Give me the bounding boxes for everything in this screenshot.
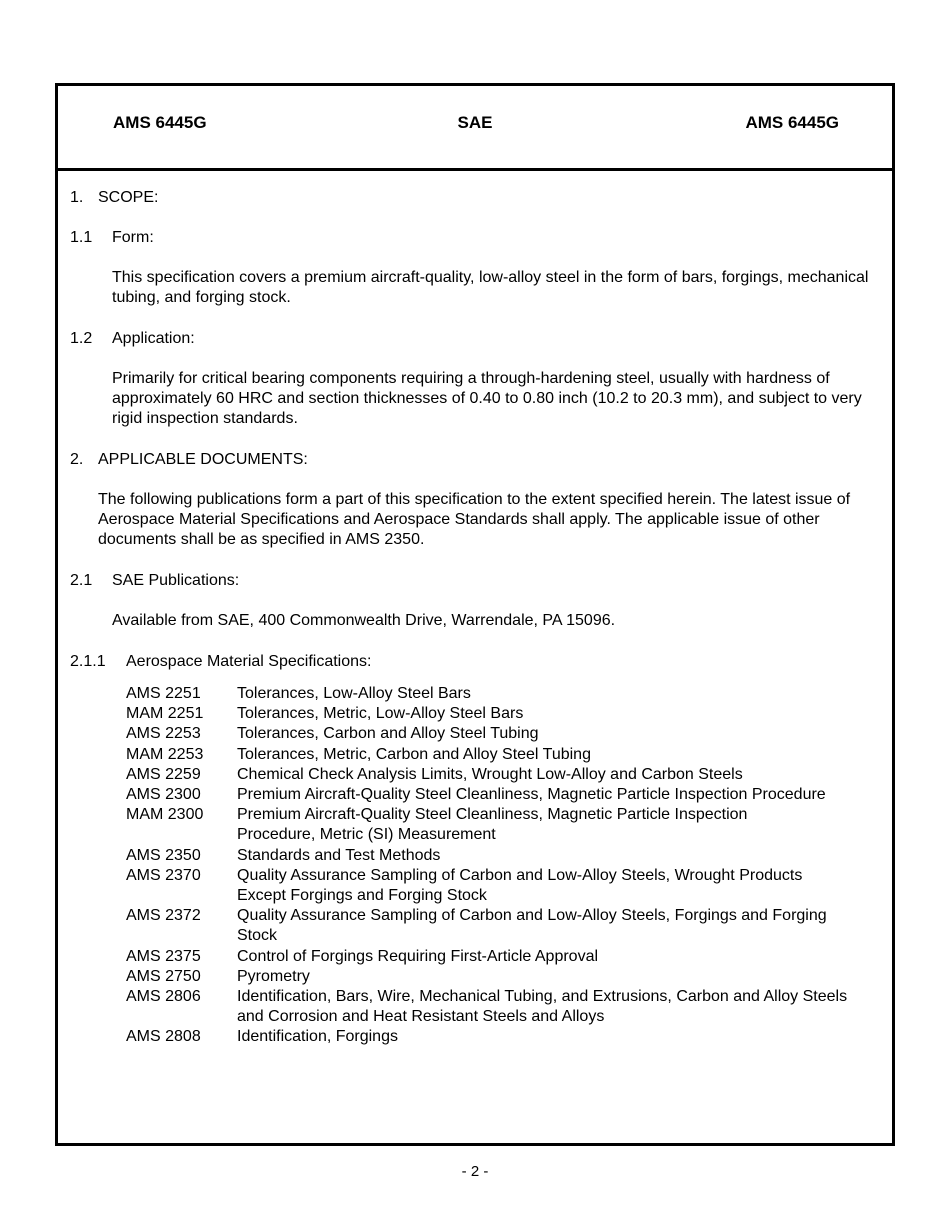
section-number: 1.2 <box>70 330 93 347</box>
reference-title: Quality Assurance Sampling of Carbon and Low-Alloy Steels, Wrought Products Except Forgings and Forging Stock <box>237 867 803 905</box>
reference-code: MAM 2251 <box>126 705 204 722</box>
section-2-1-1-heading <box>70 652 372 672</box>
reference-title: Identification, Bars, Wire, Mechanical Tubing, and Extrusions, Carbon and Alloy Steels and Corrosion and Heat Resistant Steels and Alloys <box>237 988 848 1026</box>
reference-code: AMS 2251 <box>126 685 201 702</box>
reference-title: Premium Aircraft-Quality Steel Cleanliness, Magnetic Particle Inspection Procedure, Metric (SI) Measurement <box>237 806 748 844</box>
section-1-2-heading <box>70 329 195 349</box>
reference-title: Chemical Check Analysis Limits, Wrought Low-Alloy and Carbon Steels <box>237 766 743 783</box>
section-1-1-body: This specification covers a premium aircraft-quality, low-alloy steel in the form of bars, forgings, mechanical tubing, and forging stock. <box>112 269 869 307</box>
page-number: - 2 - <box>461 1163 489 1180</box>
reference-code: AMS 2350 <box>126 847 201 864</box>
reference-code: AMS 2253 <box>126 725 201 742</box>
section-title: APPLICABLE DOCUMENTS: <box>98 451 308 468</box>
reference-code: AMS 2806 <box>126 988 201 1005</box>
reference-title: Tolerances, Metric, Carbon and Alloy Steel Tubing <box>237 746 591 763</box>
section-number: 1. <box>70 189 84 206</box>
page-header <box>58 86 892 171</box>
section-number: 2.1 <box>70 572 93 589</box>
reference-title: Tolerances, Low-Alloy Steel Bars <box>237 685 471 702</box>
reference-code: AMS 2372 <box>126 907 201 924</box>
section-title: Aerospace Material Specifications: <box>126 653 372 670</box>
reference-title: Pyrometry <box>237 968 310 985</box>
reference-code: AMS 2808 <box>126 1028 201 1045</box>
header-publisher: SAE <box>457 113 493 132</box>
section-1-heading <box>70 188 159 208</box>
reference-code: AMS 2259 <box>126 766 201 783</box>
section-title: SAE Publications: <box>112 572 240 589</box>
reference-title: Tolerances, Metric, Low-Alloy Steel Bars <box>237 705 524 722</box>
reference-code: AMS 2300 <box>126 786 201 803</box>
section-1-2-body: Primarily for critical bearing components requiring a through-hardening steel, usually with hardness of approximately 60 HRC and section thicknesses of 0.40 to 0.80 inch (10.2 to 20.3 mm), and subject to very rigid inspection standards. <box>112 370 862 428</box>
reference-code: AMS 2750 <box>126 968 201 985</box>
section-2-body: The following publications form a part of this specification to the extent specified herein. The latest issue of Aerospace Material Specifications and Aerospace Standards shall apply. The applicable issue of other documents shall be as specified in AMS 2350. <box>98 491 851 549</box>
section-2-heading <box>70 450 308 470</box>
header-doc-number-left: AMS 6445G <box>113 113 207 132</box>
reference-code: AMS 2375 <box>126 948 201 965</box>
section-1-1-heading <box>70 228 154 248</box>
section-2-1-heading <box>70 571 240 591</box>
reference-title: Tolerances, Carbon and Alloy Steel Tubing <box>237 725 539 742</box>
reference-code: MAM 2253 <box>126 746 204 763</box>
section-number: 2. <box>70 451 84 468</box>
reference-title: Premium Aircraft-Quality Steel Cleanliness, Magnetic Particle Inspection Procedure <box>237 786 826 803</box>
reference-title: Control of Forgings Requiring First-Article Approval <box>237 948 599 965</box>
section-2-1-body: Available from SAE, 400 Commonwealth Drive, Warrendale, PA 15096. <box>112 612 616 629</box>
section-number: 2.1.1 <box>70 653 106 670</box>
section-number: 1.1 <box>70 229 93 246</box>
reference-code: MAM 2300 <box>126 806 204 823</box>
section-title: SCOPE: <box>98 189 159 206</box>
reference-title: Quality Assurance Sampling of Carbon and Low-Alloy Steels, Forgings and Forging Stock <box>237 907 827 945</box>
reference-code: AMS 2370 <box>126 867 201 884</box>
reference-title: Standards and Test Methods <box>237 847 441 864</box>
section-title: Form: <box>112 229 154 246</box>
header-doc-number-right: AMS 6445G <box>745 113 839 132</box>
reference-title: Identification, Forgings <box>237 1028 398 1045</box>
section-title: Application: <box>112 330 195 347</box>
